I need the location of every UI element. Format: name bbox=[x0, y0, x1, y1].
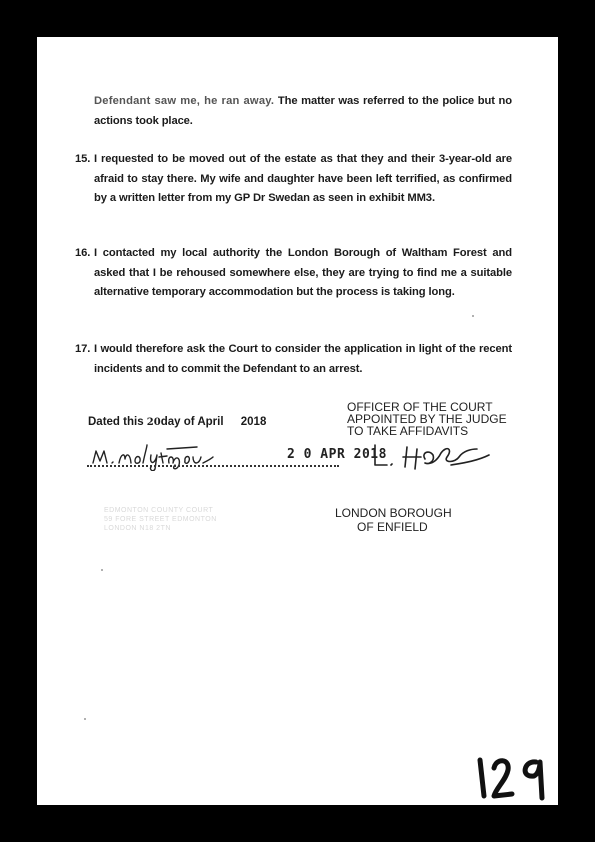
borough-line: LONDON BOROUGH bbox=[335, 506, 452, 520]
received-date-stamp: 2 0 APR 2018 bbox=[287, 447, 387, 462]
paragraph-text: I contacted my local authority the London Borough of Waltham Forest and asked that I be rehoused somewhere else, they are trying to find me a suitable alternative temporary accommodation but the process is taking long. bbox=[94, 247, 512, 298]
exhibit-reference: exhibit MM3 bbox=[369, 192, 432, 204]
paragraph-text bbox=[75, 150, 512, 209]
borough-line: OF ENFIELD bbox=[357, 520, 428, 534]
officer-signature bbox=[367, 435, 507, 475]
scan-speck bbox=[84, 718, 86, 720]
paragraph-text: I would therefore ask the Court to consider the application in light of the recent incidents and to commit the Defendant to an arrest. bbox=[94, 343, 512, 375]
dated-line bbox=[88, 416, 266, 428]
paragraph-number: 15. bbox=[75, 153, 91, 165]
dated-prefix: Dated this bbox=[88, 416, 144, 428]
faded-court-stamp bbox=[104, 506, 217, 533]
stamp-line: 59 FORE STREET EDMONTON bbox=[104, 516, 217, 523]
paragraph-number: 17. bbox=[75, 343, 91, 355]
paragraph-number: 16. bbox=[75, 247, 91, 259]
document-page bbox=[37, 37, 558, 805]
dated-year: 2018 bbox=[240, 416, 267, 428]
paragraph-15 bbox=[75, 150, 512, 209]
stamp-line: EDMONTON COUNTY COURT bbox=[104, 507, 214, 514]
stamp-line: LONDON N18 2TN bbox=[104, 525, 171, 532]
borough-stamp bbox=[335, 506, 452, 534]
handwritten-page-number bbox=[474, 752, 558, 802]
officer-stamp bbox=[347, 401, 507, 437]
scan-speck bbox=[101, 569, 103, 571]
scan-speck bbox=[472, 315, 474, 317]
paragraph-continuation bbox=[94, 92, 512, 131]
dated-suffix: day of April bbox=[160, 416, 224, 428]
signature-dotted-line bbox=[87, 465, 339, 467]
dated-day: 20 bbox=[146, 417, 161, 428]
smudged-text: Defendant saw me, he ran away. bbox=[94, 95, 275, 107]
officer-line: TO TAKE AFFIDAVITS bbox=[347, 424, 469, 438]
paragraph-text-part: I requested to be moved out of the estate as that they and their 3-year-old are afraid to stay there. My wife and daughter have been left terrified, as confirmed by a written letter from my GP Dr Swedan as seen in bbox=[94, 153, 512, 204]
officer-line: APPOINTED BY THE JUDGE bbox=[347, 412, 507, 426]
paragraph-17 bbox=[75, 340, 512, 379]
paragraph-16 bbox=[75, 244, 512, 303]
paragraph-text: The matter was referred to the police but no actions took place. bbox=[94, 95, 512, 127]
paragraph-text-part: . bbox=[431, 192, 435, 204]
officer-line: OFFICER OF THE COURT bbox=[347, 400, 493, 414]
